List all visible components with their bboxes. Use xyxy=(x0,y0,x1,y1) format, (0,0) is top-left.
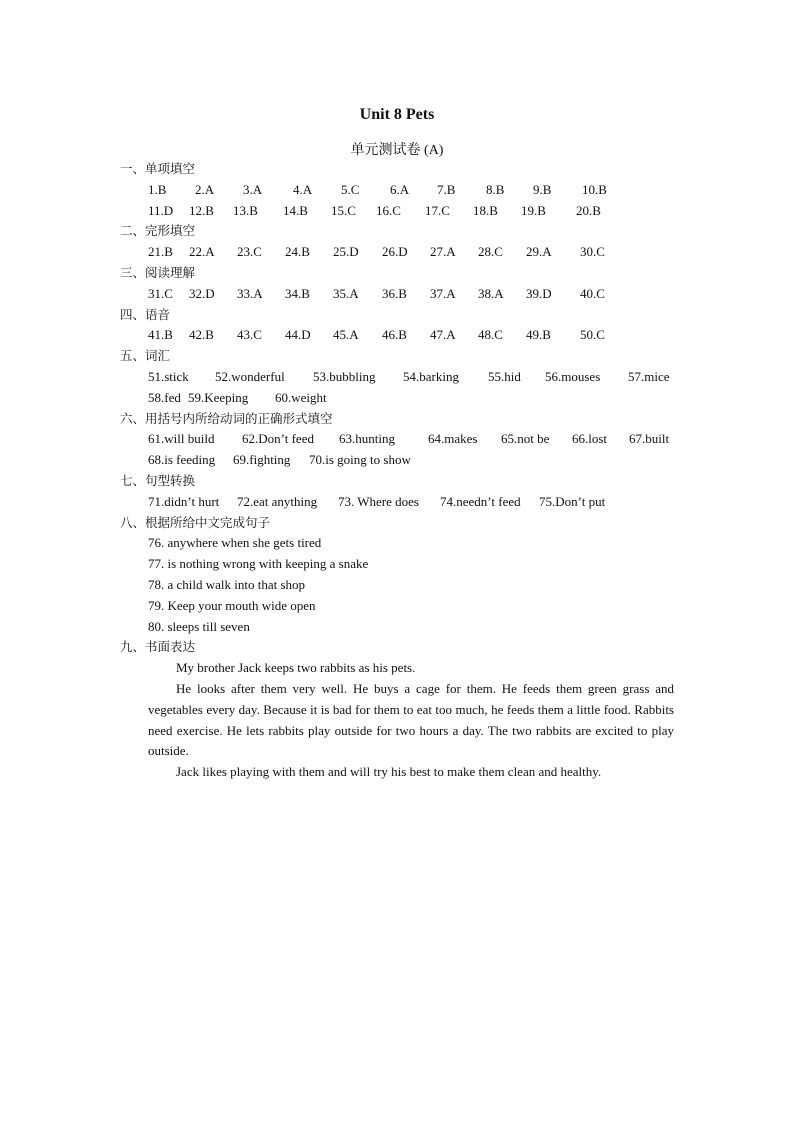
answer-item: 11.D xyxy=(148,202,174,218)
section-heading-verb-forms: 六、用括号内所给动词的正确形式填空 xyxy=(120,410,333,426)
answer-item: 48.C xyxy=(478,327,503,343)
answer-row xyxy=(0,242,794,263)
answer-item: 49.B xyxy=(526,327,551,343)
answer-item: 53.bubbling xyxy=(313,368,376,384)
answer-item: 22.A xyxy=(189,244,215,260)
answer-item: 65.not be xyxy=(501,431,550,447)
answer-item: 60.weight xyxy=(275,389,327,405)
answer-item: 58.fed xyxy=(148,389,181,405)
answer-item: 42.B xyxy=(189,327,214,343)
answer-item: 35.A xyxy=(333,285,359,301)
answer-item: 29.A xyxy=(526,244,552,260)
answer-item: 4.A xyxy=(293,181,313,197)
answer-item: 70.is going to show xyxy=(309,452,411,468)
answer-item: 37.A xyxy=(430,285,456,301)
answer-item: 41.B xyxy=(148,327,173,343)
essay-paragraph: My brother Jack keeps two rabbits as his pets. xyxy=(176,660,416,676)
answer-item: 40.C xyxy=(580,285,605,301)
essay-paragraph: He looks after them very well. He buys a cage for them. He feeds them green grass and vegetables every day. Because it is bad for them to eat too much, he feeds them a little food. Rabbits need exercise. He lets rabbits play outside for two hours a day. The two rabbits are excited to play outside. xyxy=(148,680,674,759)
section-heading-phonetics: 四、语音 xyxy=(120,306,171,322)
answer-item: 31.C xyxy=(148,285,173,301)
answer-item: 57.mice xyxy=(628,368,670,384)
answer-item: 12.B xyxy=(189,202,214,218)
answer-item: 38.A xyxy=(478,285,504,301)
answer-item: 14.B xyxy=(283,202,308,218)
answer-item: 16.C xyxy=(376,202,401,218)
answer-item: 27.A xyxy=(430,244,456,260)
answer-item: 61.will build xyxy=(148,431,215,447)
answer-item: 45.A xyxy=(333,327,359,343)
answer-item: 24.B xyxy=(285,244,310,260)
answer-item: 25.D xyxy=(333,244,359,260)
section-heading-vocabulary: 五、词汇 xyxy=(120,348,171,364)
answer-item: 44.D xyxy=(285,327,311,343)
answer-item: 32.D xyxy=(189,285,215,301)
answer-item: 68.is feeding xyxy=(148,452,216,468)
answer-item: 3.A xyxy=(243,181,263,197)
answer-item: 13.B xyxy=(233,202,258,218)
answer-row xyxy=(0,201,794,222)
translation-answer: 76. anywhere when she gets tired xyxy=(148,535,322,551)
answer-item: 73. Where does xyxy=(338,493,419,509)
essay-paragraph: Jack likes playing with them and will try his best to make them clean and healthy. xyxy=(176,764,602,780)
answer-item: 75.Don’t put xyxy=(539,493,606,509)
answer-row xyxy=(0,180,794,201)
answer-item: 30.C xyxy=(580,244,605,260)
answer-row xyxy=(0,367,794,388)
answer-item: 47.A xyxy=(430,327,456,343)
answer-item: 7.B xyxy=(437,181,456,197)
answer-item: 50.C xyxy=(580,327,605,343)
answer-item: 67.built xyxy=(629,431,670,447)
section-heading-translation: 八、根据所给中文完成句子 xyxy=(120,514,271,530)
answer-item: 18.B xyxy=(473,202,498,218)
answer-item: 9.B xyxy=(533,181,552,197)
answer-item: 69.fighting xyxy=(233,452,291,468)
section-heading-reading: 三、阅读理解 xyxy=(120,264,196,280)
answer-item: 43.C xyxy=(237,327,262,343)
answer-item: 52.wonderful xyxy=(215,368,285,384)
answer-item: 23.C xyxy=(237,244,262,260)
translation-answer: 77. is nothing wrong with keeping a snake xyxy=(148,556,369,572)
page-title: Unit 8 Pets xyxy=(359,106,435,123)
answer-item: 10.B xyxy=(582,181,607,197)
answer-item: 72.eat anything xyxy=(237,493,318,509)
answer-item: 34.B xyxy=(285,285,310,301)
answer-content xyxy=(0,159,794,783)
translation-answer: 78. a child walk into that shop xyxy=(148,576,306,592)
answer-item: 39.D xyxy=(526,285,552,301)
answer-row xyxy=(0,284,794,305)
answer-item: 46.B xyxy=(382,327,407,343)
answer-row xyxy=(0,450,794,471)
answer-row xyxy=(0,388,794,409)
answer-row xyxy=(0,325,794,346)
answer-item: 64.makes xyxy=(428,431,478,447)
answer-item: 63.hunting xyxy=(339,431,395,447)
translation-answer: 79. Keep your mouth wide open xyxy=(148,597,316,613)
answer-item: 19.B xyxy=(521,202,546,218)
section-heading-sentence-transform: 七、句型转换 xyxy=(120,472,196,488)
answer-item: 8.B xyxy=(486,181,505,197)
answer-item: 1.B xyxy=(148,181,167,197)
answer-item: 71.didn’t hurt xyxy=(148,493,220,509)
answer-item: 21.B xyxy=(148,244,173,260)
section-heading-cloze: 二、完形填空 xyxy=(120,223,196,239)
answer-item: 5.C xyxy=(341,181,360,197)
answer-item: 17.C xyxy=(425,202,450,218)
answer-item: 26.D xyxy=(382,244,408,260)
answer-item: 20.B xyxy=(576,202,601,218)
section-heading-single-choice: 一、单项填空 xyxy=(120,161,196,176)
answer-item: 2.A xyxy=(195,181,215,197)
answer-item: 62.Don’t feed xyxy=(242,431,314,447)
page-subtitle: 单元测试卷 (A) xyxy=(350,143,444,158)
answer-item: 59.Keeping xyxy=(188,389,249,405)
answer-item: 36.B xyxy=(382,285,407,301)
answer-item: 33.A xyxy=(237,285,263,301)
answer-item: 6.A xyxy=(390,181,410,197)
answer-item: 66.lost xyxy=(572,431,608,447)
essay xyxy=(0,658,674,783)
answer-item: 15.C xyxy=(331,202,356,218)
answer-item: 74.needn’t feed xyxy=(440,493,521,509)
answer-row xyxy=(0,492,794,513)
answer-item: 28.C xyxy=(478,244,503,260)
answer-row xyxy=(0,429,794,450)
answer-item: 54.barking xyxy=(403,368,459,384)
section-heading-writing: 九、书面表达 xyxy=(120,639,196,655)
answer-item: 55.hid xyxy=(488,368,521,384)
translation-answer: 80. sleeps till seven xyxy=(148,618,250,634)
answer-item: 56.mouses xyxy=(545,368,601,384)
answer-item: 51.stick xyxy=(148,368,189,384)
